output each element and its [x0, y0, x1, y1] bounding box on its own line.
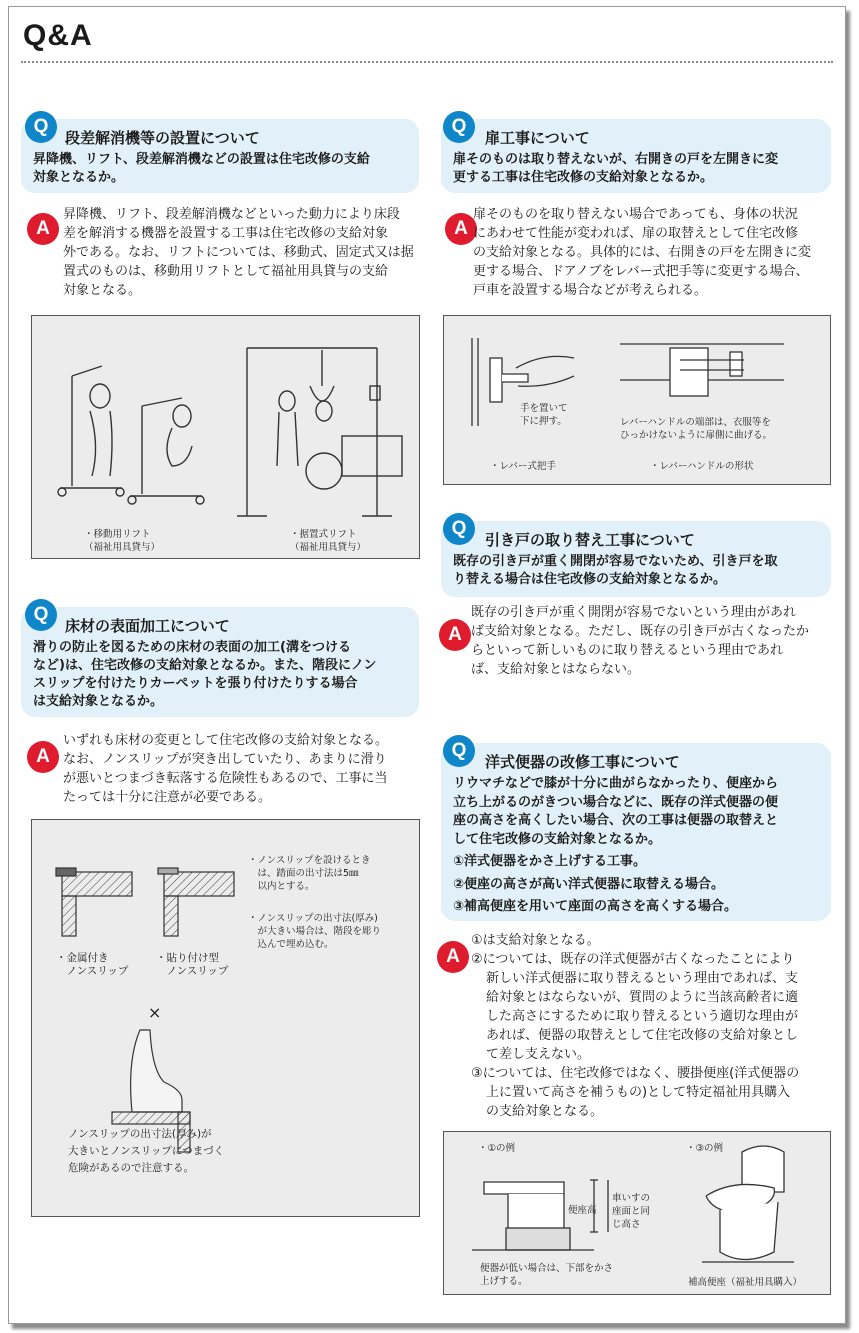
toilet-figure: [443, 1131, 831, 1295]
answer-line: ③については、住宅改修ではなく、腰掛便座(洋式便器の: [471, 1066, 800, 1081]
title-divider: [21, 61, 833, 63]
caption-lever-shape: ・レバーハンドルの形状: [650, 461, 754, 472]
question-line: 扉そのものは取り替えないが、右開きの戸を左開きに変: [453, 152, 779, 167]
a-badge-icon: A: [439, 619, 471, 651]
question-title: 床材の表面加工について: [65, 617, 230, 635]
question-line: 座の高さを高くしたい場合、次の工事は便器の取替えと: [453, 813, 779, 828]
door-lever-figure: [443, 315, 831, 485]
question-box-sliding-door: [441, 521, 831, 597]
answer-line: が悪いとつまづき転落する危険性もあるので、工事に当: [63, 771, 388, 786]
answer-line: 給対象とはならないが、質問のように当該高齢者に適: [486, 990, 799, 1005]
caption-fixed-lift: ・据置式リフト （福祉用具貸与）: [290, 529, 367, 553]
question-title: 扉工事について: [485, 129, 590, 147]
answer-line: 昇降機、リフト、段差解消機などといった動力により床段: [63, 207, 400, 222]
question-line: 既存の引き戸が重く開閉が容易でないため、引き戸を取: [453, 554, 778, 569]
answer-line: 更する場合、ドアノブをレバー式把手等に変更する場合、: [473, 264, 809, 279]
answer-sliding-door: [471, 603, 835, 679]
answer-floor: [63, 731, 425, 807]
note-nonslip-embed: ・ノンスリップの出寸法(厚み) が大きい場合は、階段を彫り 込んで埋め込む。: [248, 913, 382, 950]
question-box-floor: [21, 607, 419, 717]
answer-line: なお、ノンスリップが突き出していたり、あまりに滑り: [63, 752, 387, 767]
caption-press-down: 手を置いて 下に押す。: [520, 403, 568, 427]
question-line: して住宅改修の支給対象となるか。: [453, 831, 662, 847]
q-badge-icon: Q: [25, 599, 57, 631]
cross-mark-icon: ×: [148, 1003, 162, 1022]
caption-glued-nonslip: ・貼り付け型 ノンスリップ: [156, 952, 229, 977]
answer-line: した高さにするために取り替えるという適切な理由が: [486, 1009, 799, 1024]
lift-figure: [31, 315, 420, 559]
caption-seat-height: 便座高: [568, 1205, 597, 1216]
page-title: Q&A: [23, 19, 93, 52]
qa-page: [8, 6, 846, 1324]
question-line: は支給対象となるか。: [33, 694, 164, 709]
question-line: 対象となるか。: [33, 170, 125, 185]
answer-line: たっては十分に注意が必要である。: [63, 790, 272, 805]
answer-line: て差し支えない。: [486, 1047, 591, 1062]
question-line: ③補高便座を用いて座面の高さを高くする場合。: [453, 899, 738, 914]
question-line: 立ち上がるのがきつい場合などに、既存の洋式便器の便: [453, 794, 779, 810]
question-line: 更する工事は住宅改修の支給対象となるか。: [453, 170, 714, 185]
caption-metal-nonslip: ・金属付き ノンスリップ: [56, 952, 129, 977]
answer-line: 新しい洋式便器に取り替えるという理由であれば、支: [486, 971, 799, 986]
answer-line: ば支給対象となる。ただし、既存の引き戸が古くなったか: [471, 624, 810, 639]
note-nonslip-depth: ・ノンスリップを設けるとき は、踏面の出寸法は5㎜ 以内とする。: [248, 855, 371, 892]
caption-example-3: ・③の例: [686, 1143, 724, 1154]
q-badge-icon: Q: [25, 111, 57, 143]
question-line: リウマチなどで膝が十分に曲がらなかったり、便座から: [453, 776, 779, 791]
answer-line: にあわせて性能が変われば、扉の取替えとして住宅改修: [473, 226, 799, 241]
answer-line: ②については、既存の洋式便器が古くなったことにより: [471, 952, 795, 967]
a-badge-icon: A: [27, 213, 59, 245]
answer-door: [473, 205, 835, 300]
answer-line: の支給対象となる。具体的には、右開きの戸を左開きに変: [473, 245, 812, 260]
answer-line: 既存の引き戸が重く開閉が容易でないという理由があれ: [471, 605, 797, 620]
question-box-door: [441, 119, 831, 193]
caption-mobile-lift: ・移動用リフト （福祉用具貸与）: [84, 529, 161, 553]
q-badge-icon: Q: [443, 111, 475, 143]
question-line: り替える場合は住宅改修の支給対象となるか。: [453, 572, 727, 587]
answer-lift: [63, 205, 423, 300]
caption-example-1: ・①の例: [478, 1143, 516, 1154]
answer-line: 置式のものは、移動用リフトとして福祉用具貸与の支給: [63, 264, 389, 279]
nonslip-figure: [31, 819, 420, 1217]
answer-toilet: [471, 931, 837, 1121]
question-line: 昇降機、リフト、段差解消機などの設置は住宅改修の支給: [33, 152, 370, 167]
question-line: ②便座の高さが高い洋式便器に取替える場合。: [453, 876, 725, 892]
question-box-lift: [21, 119, 419, 193]
answer-line: 戸車を設置する場合などが考えられる。: [473, 283, 708, 298]
caption-lever-type: ・レバー式把手: [490, 461, 556, 472]
a-badge-icon: A: [445, 213, 477, 245]
q-badge-icon: Q: [443, 735, 475, 767]
a-badge-icon: A: [437, 941, 469, 973]
answer-line: 上に置いて高さを補うもの)として特定福祉用具購入: [486, 1085, 791, 1100]
q-badge-icon: Q: [443, 513, 475, 545]
answer-line: らといって新しいものに取り替えるという理由であれ: [471, 643, 784, 658]
answer-line: あれば、便器の取替えとして住宅改修の支給対象とし: [486, 1028, 799, 1043]
question-line: 滑りの防止を図るための床材の表面の加工(溝をつける: [33, 640, 351, 655]
question-title: 洋式便器の改修工事について: [485, 753, 680, 771]
question-title: 段差解消機等の設置について: [65, 129, 260, 147]
answer-line: ①は支給対象となる。: [471, 933, 600, 948]
question-line: など)は、住宅改修の支給対象となるか。また、階段にノン: [33, 658, 377, 673]
answer-line: いずれも床材の変更として住宅改修の支給対象となる。: [63, 733, 389, 748]
lift-illustration: [32, 316, 421, 560]
caption-wheelchair-height: 車いすの 座面と同 じ高さ: [612, 1193, 651, 1230]
answer-line: 差を解消する機器を設置する工事は住宅改修の支給対象: [63, 226, 389, 241]
answer-line: の支給対象となる。: [486, 1104, 604, 1119]
question-title: 引き戸の取り替え工事について: [485, 531, 695, 549]
caption-raise-note: 便器が低い場合は、下部をかさ 上げする。: [480, 1263, 614, 1287]
caption-lever-end: レバーハンドルの端部は、衣服等を ひっかけないように扉側に曲げる。: [620, 417, 773, 441]
a-badge-icon: A: [27, 741, 59, 773]
question-box-toilet: [441, 743, 831, 921]
answer-line: 扉そのものを取り替えない場合であっても、身体の状況: [473, 207, 798, 222]
caption-raised-seat: 補高便座（福祉用具購入）: [688, 1277, 803, 1288]
answer-line: ば、支給対象とはならない。: [471, 662, 641, 677]
answer-line: 外である。なお、リフトについては、移動式、固定式又は据: [63, 245, 414, 260]
answer-line: 対象となる。: [63, 283, 142, 298]
question-line: スリップを付けたりカーペットを張り付けたりする場合: [33, 676, 358, 691]
caption-nonslip-warning: ノンスリップの出寸法(厚み)が 大きいとノンスリップにつまづく 危険があるので注意する。: [68, 1128, 225, 1174]
question-line: ①洋式便器をかさ上げする工事。: [453, 854, 647, 869]
